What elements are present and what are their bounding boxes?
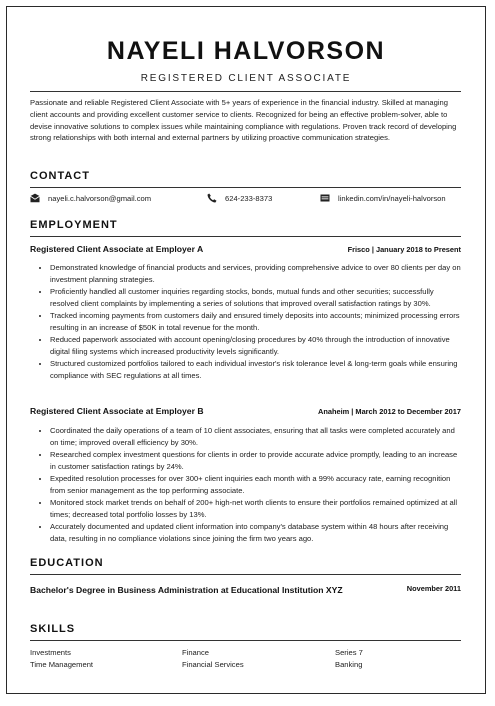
- skill-item: Finance: [182, 648, 210, 657]
- contact-linkedin[interactable]: [320, 193, 446, 203]
- profile-card-icon: [320, 193, 330, 203]
- skills-divider: [30, 640, 461, 641]
- envelope-icon: [30, 193, 40, 203]
- job-entry-b-header: [30, 406, 461, 416]
- job-title: Registered Client Associate at Employer A: [30, 244, 204, 254]
- skills-section-title: SKILLS: [30, 623, 76, 635]
- bullet-item: • Demonstrated knowledge of financial products and services, providing comprehensive advice to over 80 clients per day on investment planning strategies.: [50, 262, 461, 286]
- job-a-bullets: [30, 262, 461, 382]
- bullet-item: • Tracked incoming payments from customers daily and ensured timely deposits into accounts; minimized processing errors resulting in an increase of $50K in total revenue for the month.: [50, 310, 461, 334]
- skill-item: Series 7: [335, 648, 363, 657]
- contact-phone[interactable]: [207, 193, 272, 203]
- skill-item: Investments: [30, 648, 71, 657]
- skill-item: Banking: [335, 660, 363, 669]
- bullet-item: • Coordinated the daily operations of a team of 10 client associates, ensuring that all tasks were completed accurately and on time; improved overall efficiency by 30%.: [50, 425, 461, 449]
- job-entry-a-header: [30, 244, 461, 254]
- degree-title: Bachelor's Degree in Business Administration at Educational Institution XYZ: [30, 585, 343, 595]
- job-location-dates: Anaheim | March 2012 to December 2017: [318, 407, 461, 416]
- employment-divider: [30, 236, 461, 237]
- professional-summary: Passionate and reliable Registered Client Associate with 5+ years of experience in the financial industry. Skilled at managing client accounts and providing excellent customer service to clients. Recognized for being an effective problem-solver, able to devise innovative solutions to complex issues while maintaining compliance with regulations. Proven track record of developing strong relationships with both internal and external partners by utilizing proactive communication strategies.: [30, 98, 457, 143]
- job-title: Registered Client Associate at Employer B: [30, 406, 204, 416]
- education-divider: [30, 574, 461, 575]
- bullet-item: • Monitored stock market trends on behalf of 200+ high-net worth clients to ensure their portfolios remained optimized at all times; decreased total portfolio losses by 13%.: [50, 497, 461, 521]
- resume-page: [6, 6, 486, 694]
- job-b-bullets: [30, 425, 461, 545]
- job-role-title: REGISTERED CLIENT ASSOCIATE: [140, 73, 352, 84]
- contact-section-title: CONTACT: [30, 170, 90, 182]
- bullet-item: • Expedited resolution processes for over 300+ client inquiries each month with a 99% accuracy rate, earning recognition from senior management as the top performing associate.: [50, 473, 461, 497]
- bullet-item: • Reduced paperwork associated with account opening/closing procedures by 40% through the introduction of innovative digital filing systems which increased productivity levels significantly.: [50, 334, 461, 358]
- job-location-dates: Frisco | January 2018 to Present: [347, 245, 461, 254]
- skill-item: Financial Services: [182, 660, 244, 669]
- bullet-item: • Structured customized portfolios tailored to each individual investor's risk tolerance level & long-term goals while ensuring compliance with SEC regulations at all times.: [50, 358, 461, 382]
- contact-divider: [30, 187, 461, 188]
- employment-section-title: EMPLOYMENT: [30, 219, 118, 231]
- header-divider: [30, 91, 461, 92]
- phone-text[interactable]: 624-233-8373: [225, 193, 273, 203]
- phone-icon: [207, 193, 217, 203]
- bullet-item: • Researched complex investment questions for clients in order to provide accurate advice promptly, leading to an increase in customer satisfaction ratings by 24%.: [50, 449, 461, 473]
- email-text[interactable]: nayeli.c.halvorson@gmail.com: [48, 193, 152, 203]
- contact-email[interactable]: [30, 193, 151, 203]
- skill-item: Time Management: [30, 660, 94, 669]
- contact-row: [30, 193, 461, 207]
- education-section-title: EDUCATION: [30, 557, 104, 569]
- skills-grid: [30, 647, 461, 673]
- degree-date: November 2011: [406, 584, 461, 593]
- bullet-item: • Proficiently handled all customer inquiries regarding stocks, bonds, mutual funds and other securities; successfully resolved client complaints by implementing a series of solutions that improved overall satisfaction ratings by 30%.: [50, 286, 461, 310]
- candidate-name: NAYELI HALVORSON: [106, 37, 386, 65]
- bullet-item: • Accurately documented and updated client information into company's database system within 48 hours after receiving data, resulting in no compliance violations since joining the firm two years ago.: [50, 521, 461, 545]
- linkedin-text[interactable]: linkedin.com/in/nayeli-halvorson: [338, 193, 446, 203]
